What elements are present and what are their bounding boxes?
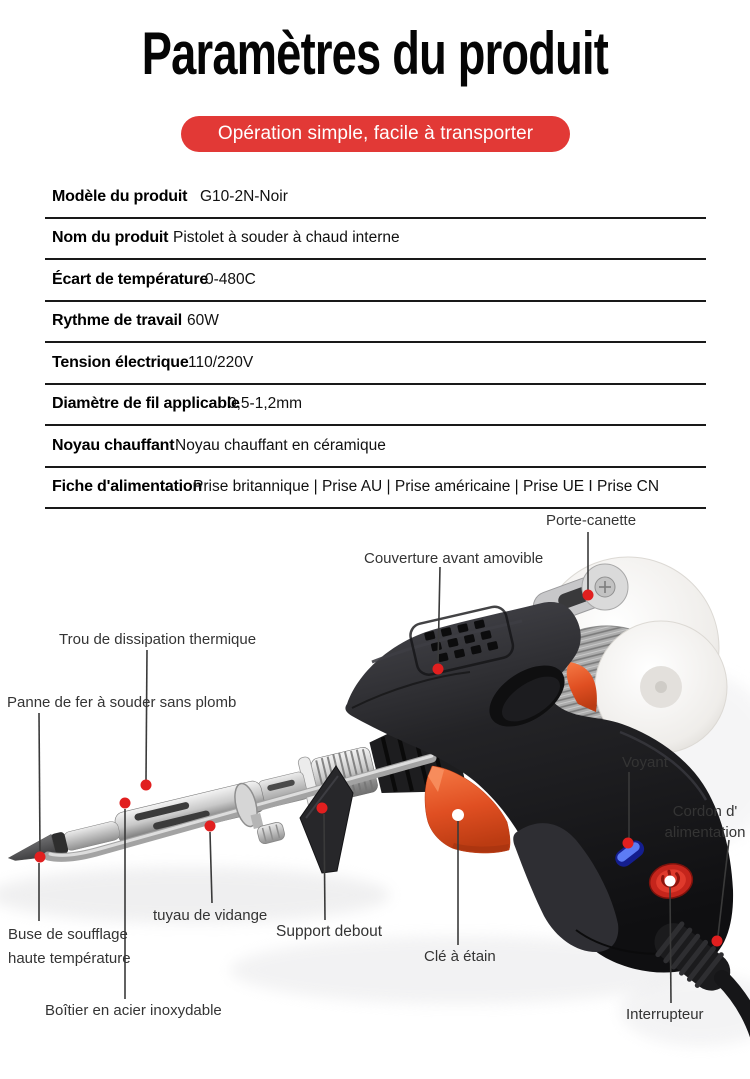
- spec-value: Pistolet à souder à chaud interne: [173, 229, 400, 247]
- callout-couverture: Couverture avant amovible: [364, 550, 544, 567]
- callout-cordon-line1: Cordon d': [672, 803, 738, 820]
- spec-value: 110/220V: [188, 353, 254, 371]
- dot-tuyau: [205, 821, 216, 832]
- dot-support: [317, 803, 328, 814]
- callout-tuyau: tuyau de vidange: [153, 907, 268, 924]
- dot-interrupteur: [665, 876, 676, 887]
- callout-buse-line1: Buse de soufflage: [8, 926, 128, 943]
- dot-cordon: [712, 936, 723, 947]
- spec-value: G10-2N-Noir: [200, 187, 288, 205]
- product-diagram: [0, 500, 750, 1079]
- spec-label: Modèle du produit: [52, 187, 188, 205]
- spec-row-model: [45, 177, 706, 219]
- callout-buse-line2: haute température: [8, 949, 131, 967]
- spec-row-wire-diameter: [45, 385, 706, 427]
- page-title: [0, 20, 750, 87]
- dot-boitier: [120, 798, 131, 809]
- callout-cordon-line2: alimentation: [664, 824, 746, 841]
- callout-cle: Clé à étain: [424, 948, 496, 965]
- subtitle-banner: [181, 116, 570, 152]
- spec-label: Fiche d'alimentation: [52, 478, 203, 496]
- page-title-text: Paramètres du produit: [141, 19, 609, 88]
- spec-row-temperature: [45, 260, 706, 302]
- spec-row-power: [45, 302, 706, 344]
- spec-label: Rythme de travail: [52, 312, 182, 330]
- spec-value: 60W: [187, 312, 219, 330]
- product-image: [0, 500, 750, 1079]
- spec-table: [45, 177, 706, 509]
- dot-couverture: [433, 664, 444, 675]
- spec-label: Écart de température: [52, 270, 209, 288]
- spec-row-heating-core: [45, 426, 706, 468]
- spec-label: Nom du produit: [52, 229, 169, 247]
- callout-cordon: [656, 801, 750, 843]
- callout-porte-canette: Porte-canette: [546, 512, 637, 529]
- callout-interrupteur: Interrupteur: [626, 1006, 704, 1023]
- callout-support: Support debout: [276, 923, 383, 940]
- callout-boitier: Boîtier en acier inoxydable: [45, 1002, 222, 1019]
- spec-label: Noyau chauffant: [52, 436, 175, 454]
- callout-buse: [8, 923, 131, 970]
- subtitle-banner-text: Opération simple, facile à transporter: [217, 123, 534, 144]
- callout-trou: Trou de dissipation thermique: [59, 631, 257, 648]
- spec-value: 0-480C: [205, 270, 256, 288]
- dot-porte-canette: [583, 590, 594, 601]
- spec-value: Prise britannique | Prise AU | Prise américaine | Prise UE I Prise CN: [193, 478, 660, 496]
- spec-label: Diamètre de fil applicable: [52, 395, 240, 413]
- dot-panne-buse: [35, 852, 46, 863]
- callout-panne: Panne de fer à souder sans plomb: [7, 694, 237, 711]
- dot-voyant: [623, 838, 634, 849]
- spec-row-name: [45, 219, 706, 261]
- spec-value: 0,5-1,2mm: [228, 395, 303, 413]
- spec-row-voltage: [45, 343, 706, 385]
- spec-label: Tension électrique: [52, 353, 189, 371]
- spec-value: Noyau chauffant en céramique: [175, 436, 386, 454]
- callout-voyant: Voyant: [622, 754, 668, 771]
- dot-cle: [452, 809, 464, 821]
- dot-trou: [141, 780, 152, 791]
